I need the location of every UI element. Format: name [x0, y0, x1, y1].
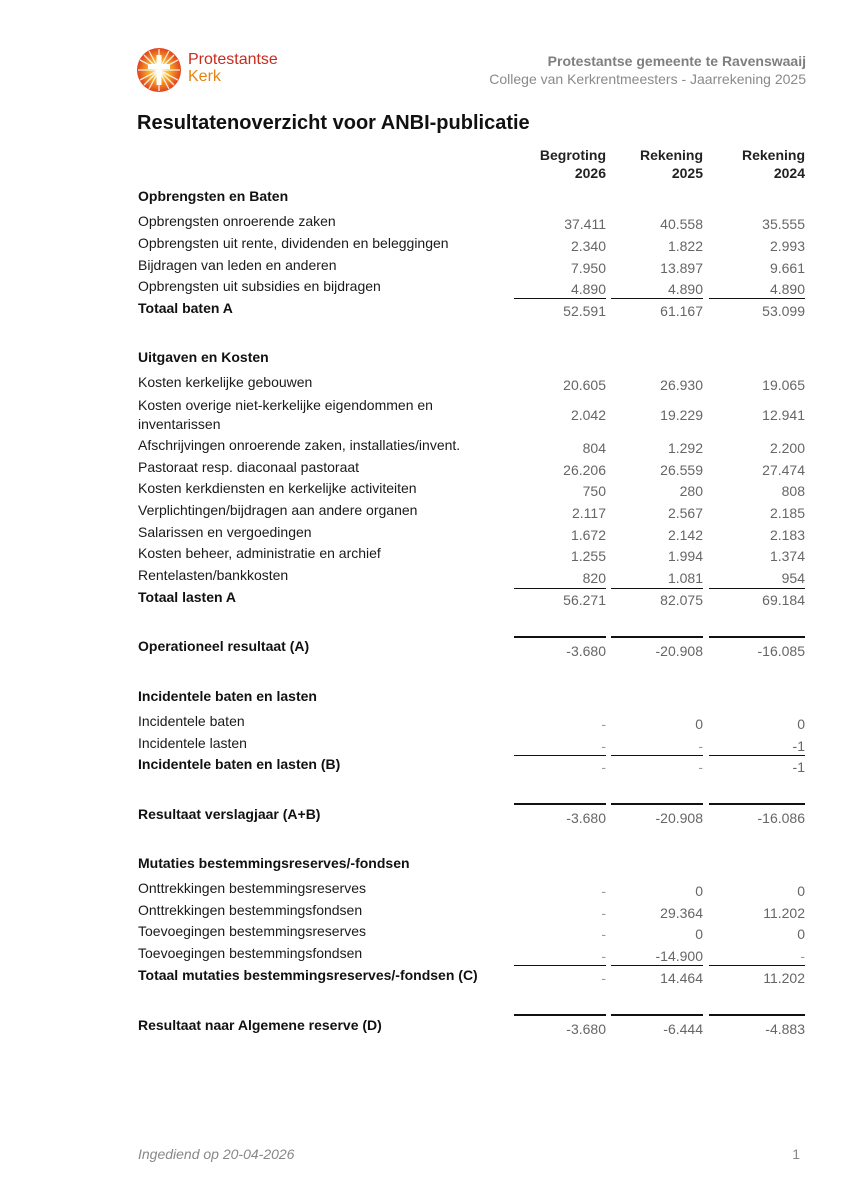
cell-rekening-2024: 4.890 — [769, 281, 805, 297]
result-rule — [611, 1014, 703, 1016]
result-rule — [709, 1014, 805, 1016]
cell-begroting-2026: 56.271 — [563, 592, 606, 608]
result-label: Resultaat verslagjaar (A+B) — [138, 806, 321, 822]
total-label: Incidentele baten en lasten (B) — [138, 756, 341, 772]
cell-rekening-2025: 82.075 — [660, 592, 703, 608]
total-row — [0, 589, 842, 611]
cell-rekening-2024: 2.993 — [769, 238, 805, 254]
cell-begroting-2026: -3.680 — [566, 643, 606, 659]
cell-rekening-2024: 954 — [781, 570, 805, 586]
row-label: Toevoegingen bestemmingsreserves — [138, 923, 367, 939]
cell-rekening-2025: 19.229 — [660, 407, 703, 423]
cell-rekening-2025: 26.559 — [660, 462, 703, 478]
cell-rekening-2024: 0 — [797, 926, 805, 942]
table-row — [0, 502, 842, 524]
column-header-rekening-2025 — [613, 146, 703, 182]
subtotal-rule — [611, 965, 703, 966]
row-label: Opbrengsten onroerende zaken — [138, 213, 336, 229]
cell-rekening-2025: 0 — [695, 716, 703, 732]
total-label: Totaal baten A — [138, 300, 233, 316]
cell-begroting-2026: - — [601, 926, 606, 942]
cell-begroting-2026: 52.591 — [563, 303, 606, 319]
result-rule — [514, 1014, 606, 1016]
cell-rekening-2025: 1.822 — [667, 238, 703, 254]
result-rule — [611, 803, 703, 805]
column-header-line2: 2024 — [773, 165, 805, 181]
cell-begroting-2026: - — [601, 716, 606, 732]
row-label: Opbrengsten uit rente, dividenden en beleggingen — [138, 235, 449, 251]
subtotal-rule — [514, 965, 606, 966]
cell-rekening-2024: 9.661 — [769, 260, 805, 276]
cell-begroting-2026: 2.042 — [570, 407, 606, 423]
result-rule — [514, 803, 606, 805]
result-row — [0, 806, 842, 828]
table-row — [0, 396, 842, 436]
total-row — [0, 300, 842, 322]
row-label: Salarissen en vergoedingen — [138, 524, 312, 540]
cell-rekening-2025: 0 — [695, 926, 703, 942]
table-row — [0, 213, 842, 235]
total-row — [0, 967, 842, 989]
table-row — [0, 278, 842, 300]
cell-rekening-2025: -6.444 — [663, 1021, 703, 1037]
cell-rekening-2024: -4.883 — [765, 1021, 805, 1037]
cell-rekening-2024: 11.202 — [763, 905, 805, 921]
row-label: Incidentele lasten — [138, 735, 247, 751]
cell-rekening-2025: 61.167 — [660, 303, 703, 319]
table-row — [0, 374, 842, 396]
table-row — [0, 459, 842, 481]
total-row — [0, 756, 842, 778]
cell-begroting-2026: 2.340 — [570, 238, 606, 254]
cell-begroting-2026: 820 — [582, 570, 606, 586]
table-row — [0, 257, 842, 279]
cell-begroting-2026: 26.206 — [563, 462, 606, 478]
document-subtitle: College van Kerkrentmeesters - Jaarrekening 2025 — [489, 71, 806, 87]
subtotal-rule — [709, 298, 805, 299]
column-header-rekening-2024 — [715, 146, 805, 182]
result-row — [0, 1017, 842, 1039]
row-label: Pastoraat resp. diaconaal pastoraat — [138, 459, 360, 475]
row-label: Kosten beheer, administratie en archief — [138, 545, 381, 561]
cell-rekening-2025: 29.364 — [660, 905, 703, 921]
column-header-line2: 2025 — [671, 165, 703, 181]
row-label: Toevoegingen bestemmingsfondsen — [138, 945, 363, 961]
cell-begroting-2026: - — [601, 948, 606, 964]
sunburst-cross-icon — [136, 47, 182, 93]
section-heading-baten: Opbrengsten en Baten — [138, 188, 289, 204]
document-header — [489, 52, 806, 88]
subtotal-rule — [514, 298, 606, 299]
cell-rekening-2024: 808 — [781, 483, 805, 499]
row-label: Afschrijvingen onroerende zaken, installaties/invent. — [138, 437, 461, 453]
cell-rekening-2024: 69.184 — [762, 592, 805, 608]
total-label: Totaal lasten A — [138, 589, 237, 605]
column-header-begroting-2026 — [516, 146, 606, 182]
cell-begroting-2026: -3.680 — [566, 1021, 606, 1037]
cell-rekening-2024: -1 — [792, 759, 805, 775]
logo-wordmark — [188, 51, 280, 85]
cell-rekening-2025: 2.567 — [667, 505, 703, 521]
cell-begroting-2026: - — [601, 759, 606, 775]
cell-begroting-2026: 750 — [582, 483, 606, 499]
cell-rekening-2024: 2.183 — [769, 527, 805, 543]
cell-rekening-2025: 280 — [679, 483, 703, 499]
table-row — [0, 480, 842, 502]
cell-begroting-2026: 1.672 — [570, 527, 606, 543]
column-header-line1: Rekening — [639, 147, 703, 163]
table-row — [0, 545, 842, 567]
cell-rekening-2024: - — [800, 948, 805, 964]
column-header-line1: Begroting — [539, 147, 606, 163]
cell-begroting-2026: - — [601, 905, 606, 921]
cell-rekening-2025: 1.081 — [667, 570, 703, 586]
cell-rekening-2025: 26.930 — [660, 377, 703, 393]
logo-text-line2: Kerk — [188, 68, 221, 85]
row-label: Onttrekkingen bestemmingsreserves — [138, 880, 366, 896]
table-row — [0, 902, 842, 924]
table-row — [0, 437, 842, 459]
cell-begroting-2026: 20.605 — [563, 377, 606, 393]
result-label: Resultaat naar Algemene reserve (D) — [138, 1017, 382, 1033]
cell-rekening-2025: - — [698, 759, 703, 775]
table-row — [0, 524, 842, 546]
cell-rekening-2024: 35.555 — [762, 216, 805, 232]
cell-rekening-2024: 27.474 — [762, 462, 805, 478]
cell-rekening-2025: 1.994 — [667, 548, 703, 564]
organization-name: Protestantse gemeente te Ravenswaaij — [547, 53, 806, 69]
result-label: Operationeel resultaat (A) — [138, 638, 310, 654]
cell-begroting-2026: - — [601, 738, 606, 754]
row-label: Onttrekkingen bestemmingsfondsen — [138, 902, 363, 918]
table-row — [0, 735, 842, 757]
cell-rekening-2025: 13.897 — [660, 260, 703, 276]
page-number: 1 — [792, 1146, 800, 1162]
cell-rekening-2024: 2.185 — [769, 505, 805, 521]
result-rule — [709, 803, 805, 805]
cell-begroting-2026: 37.411 — [564, 216, 606, 232]
cell-rekening-2025: 1.292 — [667, 440, 703, 456]
cell-rekening-2025: 4.890 — [667, 281, 703, 297]
column-header-line2: 2026 — [574, 165, 606, 181]
table-row — [0, 713, 842, 735]
cell-rekening-2024: 1.374 — [769, 548, 805, 564]
row-label: Bijdragen van leden en anderen — [138, 257, 337, 273]
section-heading-incidenteel: Incidentele baten en lasten — [138, 688, 317, 704]
row-label: Kosten kerkdiensten en kerkelijke activiteiten — [138, 480, 417, 496]
cell-rekening-2024: 2.200 — [769, 440, 805, 456]
cell-rekening-2024: 11.202 — [763, 970, 805, 986]
total-label: Totaal mutaties bestemmingsreserves/-fondsen (C) — [138, 967, 478, 983]
cell-rekening-2025: -20.908 — [655, 643, 703, 659]
table-row — [0, 880, 842, 902]
cell-begroting-2026: 1.255 — [570, 548, 606, 564]
cell-rekening-2025: -20.908 — [655, 810, 703, 826]
row-label: Kosten overige niet-kerkelijke eigendommen en inventarissen — [138, 397, 433, 432]
section-heading-mutaties: Mutaties bestemmingsreserves/-fondsen — [138, 855, 410, 871]
cell-rekening-2025: 2.142 — [667, 527, 703, 543]
cell-rekening-2024: -16.085 — [757, 643, 805, 659]
result-row — [0, 638, 842, 660]
cell-rekening-2024: 0 — [797, 716, 805, 732]
row-label: Opbrengsten uit subsidies en bijdragen — [138, 278, 381, 294]
cell-rekening-2025: 14.464 — [660, 970, 703, 986]
page-title: Resultatenoverzicht voor ANBI-publicatie — [137, 112, 530, 134]
cell-rekening-2024: 0 — [797, 883, 805, 899]
row-label: Verplichtingen/bijdragen aan andere organen — [138, 502, 418, 518]
row-label: Incidentele baten — [138, 713, 245, 729]
subtotal-rule — [611, 298, 703, 299]
subtotal-rule — [709, 965, 805, 966]
submission-date: Ingediend op 20-04-2026 — [138, 1146, 295, 1162]
cell-begroting-2026: 804 — [582, 440, 606, 456]
column-header-line1: Rekening — [741, 147, 805, 163]
cell-rekening-2024: 53.099 — [762, 303, 805, 319]
row-label: Rentelasten/bankkosten — [138, 567, 289, 583]
cell-rekening-2024: -1 — [792, 738, 805, 754]
section-heading-lasten: Uitgaven en Kosten — [138, 349, 269, 365]
cell-rekening-2025: 40.558 — [660, 216, 703, 232]
cell-begroting-2026: 4.890 — [570, 281, 606, 297]
cell-rekening-2025: -14.900 — [655, 948, 703, 964]
cell-begroting-2026: -3.680 — [566, 810, 606, 826]
cell-begroting-2026: 2.117 — [572, 505, 606, 521]
row-label: Kosten kerkelijke gebouwen — [138, 374, 313, 390]
table-row — [0, 923, 842, 945]
cell-begroting-2026: - — [601, 883, 606, 899]
cell-rekening-2024: -16.086 — [757, 810, 805, 826]
protestantse-kerk-logo — [136, 47, 296, 95]
cell-rekening-2025: 0 — [695, 883, 703, 899]
cell-rekening-2025: - — [698, 738, 703, 754]
cell-rekening-2024: 12.941 — [762, 407, 805, 423]
table-row — [0, 945, 842, 967]
table-row — [0, 567, 842, 589]
table-row — [0, 235, 842, 257]
logo-text-line1: Protestantse — [188, 51, 278, 68]
cell-begroting-2026: - — [601, 970, 606, 986]
cell-begroting-2026: 7.950 — [570, 260, 606, 276]
cell-rekening-2024: 19.065 — [762, 377, 805, 393]
